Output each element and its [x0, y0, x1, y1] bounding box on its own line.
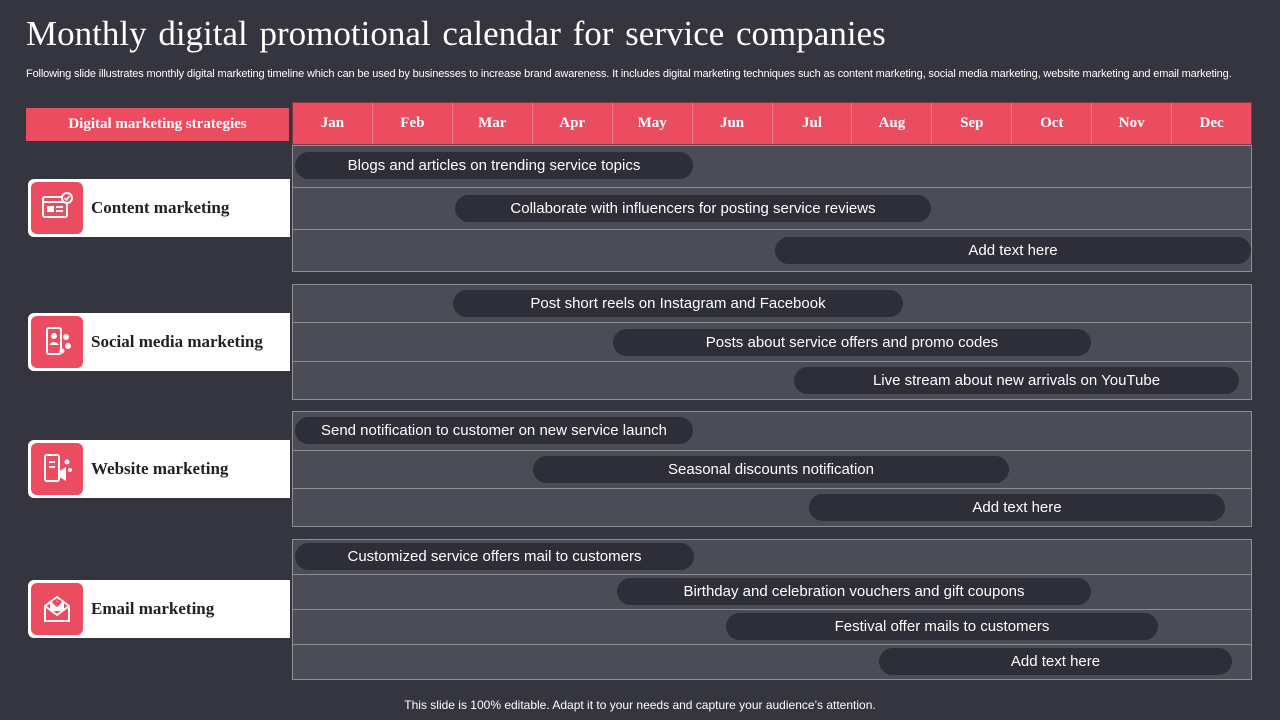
timeline-row: [293, 610, 1251, 645]
month-apr: Apr: [533, 103, 613, 144]
activity-bar: Festival offer mails to customers: [726, 613, 1158, 640]
strategy-name: Website marketing: [91, 459, 229, 478]
month-header: [292, 102, 1252, 145]
strategy-name: Content marketing: [91, 198, 230, 217]
activity-bar: Add text here: [879, 648, 1232, 675]
month-may: May: [613, 103, 693, 144]
activity-bar: Birthday and celebration vouchers and gift coupons: [617, 578, 1091, 605]
activity-bar: Add text here: [775, 237, 1251, 264]
content-marketing-icon: [31, 182, 83, 234]
activity-bar: Posts about service offers and promo codes: [613, 329, 1091, 356]
timeline-row: [293, 362, 1251, 399]
timeline-row: [293, 412, 1251, 451]
timeline-row: [293, 323, 1251, 362]
email-marketing-icon: [31, 583, 83, 635]
activity-bar: Post short reels on Instagram and Facebook: [453, 290, 903, 317]
timeline-row: [293, 230, 1251, 271]
month-jan: Jan: [293, 103, 373, 144]
page-subtitle: Following slide illustrates monthly digital marketing timeline which can be used by businesses to increase brand awareness. It includes digital marketing techniques such as content marketing, social media marketing, website marketing and email marketing.: [26, 68, 1232, 80]
month-jul: Jul: [773, 103, 853, 144]
footer-note: This slide is 100% editable. Adapt it to your needs and capture your audience’s attention.: [404, 698, 876, 712]
activity-bar: Customized service offers mail to customers: [295, 543, 694, 570]
timeline-row: [293, 285, 1251, 323]
month-sep: Sep: [932, 103, 1012, 144]
month-mar: Mar: [453, 103, 533, 144]
strategy-group-email-marketing: [292, 539, 1252, 680]
month-aug: Aug: [852, 103, 932, 144]
timeline-row: [293, 188, 1251, 230]
month-jun: Jun: [693, 103, 773, 144]
strategy-group-website-marketing: [292, 411, 1252, 527]
strategy-label-content-marketing: [28, 179, 290, 237]
social-media-icon: [31, 316, 83, 368]
activity-bar: Send notification to customer on new service launch: [295, 417, 693, 444]
strategy-name: Email marketing: [91, 599, 215, 618]
strategy-name: Social media marketing: [91, 332, 263, 351]
timeline-row: [293, 146, 1251, 188]
activity-bar: Add text here: [809, 494, 1225, 521]
strategy-label-email-marketing: [28, 580, 290, 638]
page-title: Monthly digital promotional calendar for service companies: [26, 14, 886, 53]
month-nov: Nov: [1092, 103, 1172, 144]
activity-bar: Live stream about new arrivals on YouTube: [794, 367, 1239, 394]
strategies-header: Digital marketing strategies: [26, 108, 289, 141]
timeline-row: [293, 575, 1251, 610]
timeline-row: [293, 540, 1251, 575]
month-dec: Dec: [1199, 115, 1224, 131]
strategy-label-website-marketing: [28, 440, 290, 498]
activity-bar: Collaborate with influencers for posting service reviews: [455, 195, 931, 222]
activity-bar: Blogs and articles on trending service topics: [295, 152, 693, 179]
strategy-group-social-media-marketing: [292, 284, 1252, 400]
website-marketing-icon: [31, 443, 83, 495]
strategy-group-content-marketing: [292, 145, 1252, 272]
month-oct: Oct: [1012, 103, 1092, 144]
timeline-row: [293, 451, 1251, 489]
activity-bar: Seasonal discounts notification: [533, 456, 1009, 483]
month-feb: Feb: [373, 103, 453, 144]
strategy-label-social-media-marketing: [28, 313, 290, 371]
timeline-row: [293, 645, 1251, 679]
timeline-row: [293, 489, 1251, 526]
